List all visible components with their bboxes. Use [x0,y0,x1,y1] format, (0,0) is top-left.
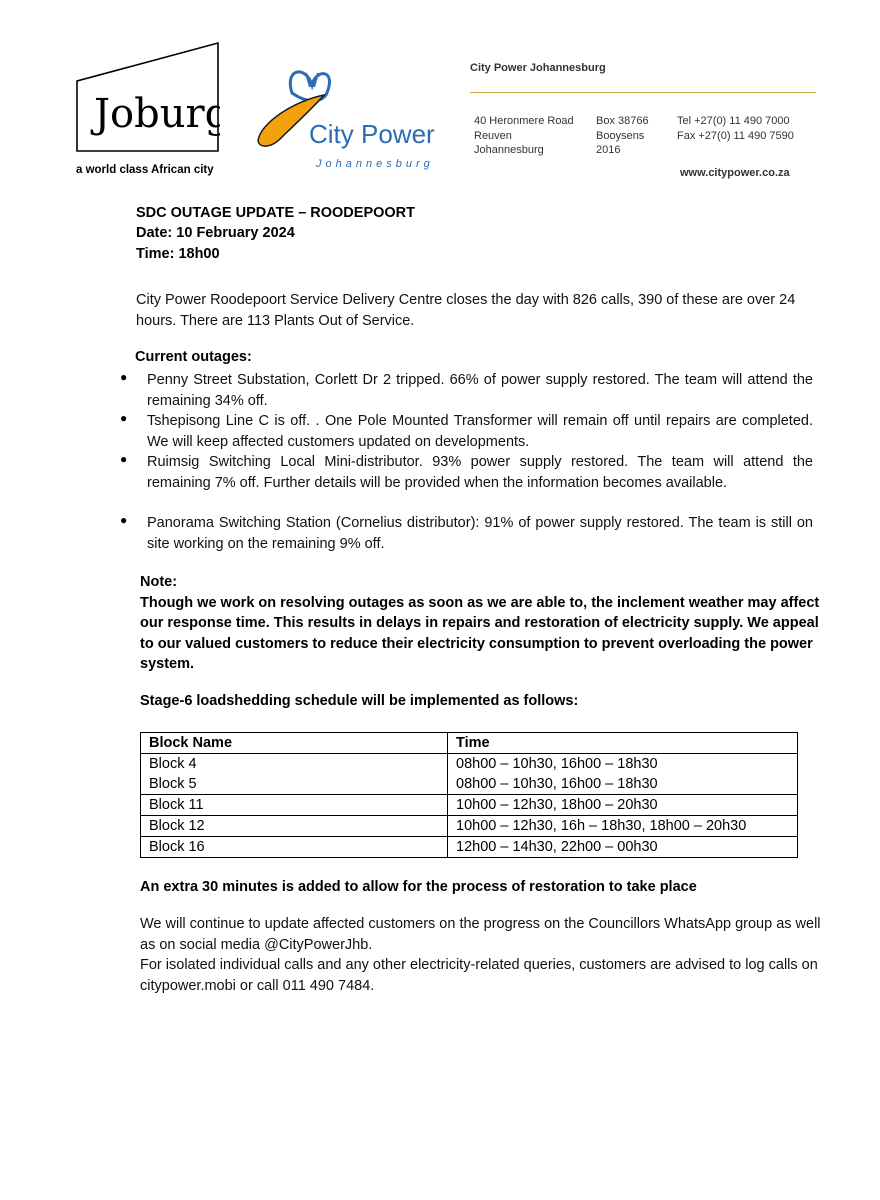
joburg-logo-wordmark: Joburg [94,91,220,137]
note-heading: Note: [140,574,178,590]
bullet-icon: ● [120,513,128,527]
block-cell: Block 11 [141,795,448,816]
table-row [141,795,798,816]
table-row [141,837,798,858]
outage-item: Tshepisong Line C is off. . One Pole Mounted Transformer will remain off until repairs are completed. We will keep affected customers updated on developments. [147,413,813,450]
company-name: City Power Johannesburg [470,62,606,74]
po-box-block [596,114,649,158]
website-link[interactable]: www.citypower.co.za [680,167,790,179]
current-outages-heading: Current outages: [135,349,252,365]
table-header-row [141,733,798,754]
joburg-tagline: a world class African city [76,164,214,176]
extra-time-note: An extra 30 minutes is added to allow for the process of restoration to take place [140,879,697,895]
summary-paragraph: City Power Roodepoort Service Delivery Centre closes the day with 826 calls, 390 of these are over 24 hours. There are 113 Plants Out of Service. [136,292,796,329]
address-line: Reuven [474,129,512,142]
closing-paragraph: We will continue to update affected customers on the progress on the Councillors WhatsApp group as well as on social media @CityPowerJhb. [140,916,821,953]
outage-item: Penny Street Substation, Corlett Dr 2 tripped. 66% of power supply restored. The team will attend the remaining 34% off. [147,372,813,409]
citypower-logo-sub: Johannesburg [316,158,434,170]
time-cell: 10h00 – 12h30, 16h – 18h30, 18h00 – 20h30 [448,816,798,837]
block-cell: Block 12 [141,816,448,837]
block-cell: Block 5 [149,776,197,792]
time-cell: 12h00 – 14h30, 22h00 – 00h30 [448,837,798,858]
po-box-line: Booysens [596,129,645,142]
contact-block [677,114,794,143]
document-title: SDC OUTAGE UPDATE – ROODEPOORT [136,205,416,221]
time-cell: 08h00 – 10h30, 16h00 – 18h30 [456,756,658,772]
document-time: Time: 18h00 [136,246,220,262]
tel-line: Tel +27(0) 11 490 7000 [677,115,790,127]
document-date: Date: 10 February 2024 [136,225,295,241]
column-header-time: Time [448,733,798,754]
header-divider [470,92,816,93]
bullet-icon: ● [120,452,128,466]
block-cell: Block 16 [141,837,448,858]
time-cell: 08h00 – 10h30, 16h00 – 18h30 [456,776,658,792]
address-line: 40 Heronmere Road [474,115,574,127]
outage-item: Panorama Switching Station (Cornelius distributor): 91% of power supply restored. The team is still on site working on the remaining 9% off. [147,515,813,552]
schedule-heading: Stage-6 loadshedding schedule will be implemented as follows: [140,693,579,709]
po-box-line: Box 38766 [596,115,649,127]
block-cell: Block 4 [149,756,197,772]
column-header-block: Block Name [141,733,448,754]
fax-line: Fax +27(0) 11 490 7590 [677,129,794,142]
outage-item: Ruimsig Switching Local Mini-distributor. 93% power supply restored. The team will attend the remaining 7% off. Further details will be provided when the information becomes available. [147,454,813,491]
bullet-icon: ● [120,411,128,425]
citypower-logo [254,63,454,183]
time-cell: 10h00 – 12h30, 18h00 – 20h30 [448,795,798,816]
table-row [141,816,798,837]
citypower-logo-name: City Power [309,119,435,149]
note-text: Though we work on resolving outages as soon as we are able to, the inclement weather may affect our response time. This results in delays in repairs and restoration of electricity supply. We appeal to our valued customers to reduce their electricity consumption to prevent overloading the power system. [140,594,820,672]
closing-block [140,914,830,996]
bullet-icon: ● [120,370,128,384]
address-line: Johannesburg [474,144,544,156]
closing-paragraph: For isolated individual calls and any other electricity-related queries, customers are advised to log calls on citypower.mobi or call 011 490 7484. [140,957,818,994]
address-block [474,114,574,158]
joburg-logo [76,41,220,153]
note-block [140,572,820,675]
table-row [141,754,798,795]
po-box-line: 2016 [596,144,621,156]
schedule-table [140,732,798,858]
